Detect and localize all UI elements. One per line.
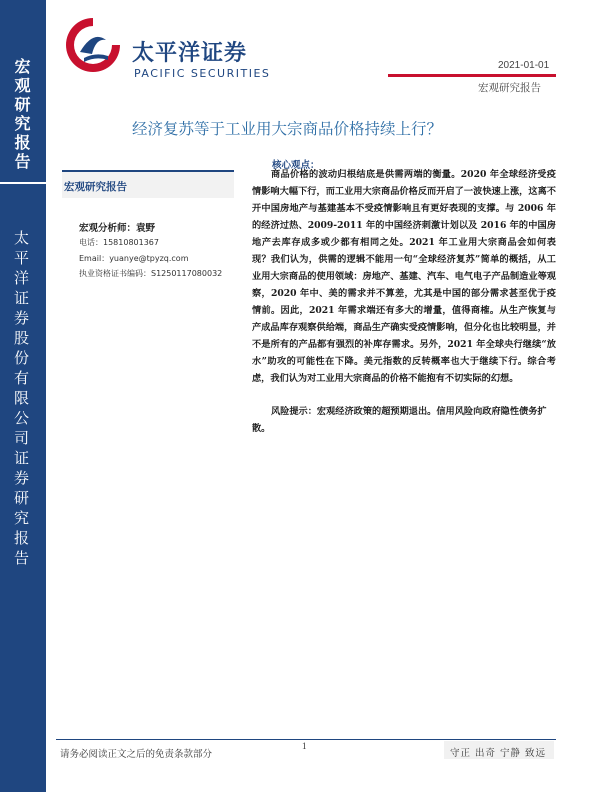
header-red-rule [388,74,556,77]
core-view-label: 核心观点： [272,160,320,171]
page-number: 1 [302,741,307,751]
sidebar-divider [0,182,46,184]
company-motto: 守正 出奇 宁静 致远 [450,748,547,759]
left-panel-header-label: 宏观研究报告 [64,181,127,193]
left-panel-header [62,170,234,198]
sidebar-report-type: 宏观研究报告 [12,58,31,172]
analyst-email: Email：yuanye@tpyzq.com [79,254,189,263]
analyst-phone: 电话：15810801367 [79,238,159,247]
sidebar-company-label: 太平洋证券股份有限公司证券研究报告 [12,230,30,570]
core-view-body [252,166,556,387]
analyst-name: 宏观分析师：袁野 [79,223,156,234]
footer-rule [56,739,556,740]
report-title: 经济复苏等于工业用大宗商品价格持续上行？ [132,120,443,138]
pacific-securities-logo-icon [62,14,124,76]
report-type: 宏观研究报告 [478,82,541,94]
company-name-cn: 太平洋证券 [132,41,248,66]
report-date: 2021-01-01 [498,60,550,71]
risk-warning [252,403,556,437]
analyst-license: 执业资格证书编码：S1250117080032 [79,269,223,278]
risk-warning-text: 风险提示：宏观经济政策的超预期退出。信用风险向政府隐性债务扩散。 [252,406,547,434]
company-name-en: PACIFIC SECURITIES [134,67,271,80]
footer-disclaimer: 请务必阅读正文之后的免责条款部分 [60,749,213,760]
core-view-paragraph: 商品价格的波动归根结底是供需两端的衡量。2020 年全球经济受疫情影响大幅下行，而工业用大宗商品价格反而开启了一波快速上涨，这离不开中国房地产与基建基本不受疫情影响且有更好表现的支撑。与 2006 年的经济过热、2009-2011 年的中国经济刺激计划以及 2016 年的中国房地产去库存成多或少都有相同之处。2021 年工业用大宗商品会如何表现？我们认为，供需的逻辑不能用一句“全球经济复苏”简单的概括，从工业用大宗商品的使用领域：房地产、基建、汽车、电气电子产品制造业等观察，2020 年中、美的需求并不算差，尤其是中国的部分需求甚至优于疫情前。因此，2021 年需求端还有多大的增量，值得商榷。从生产恢复与产成品库存观察供给端，商品生产确实受疫情影响，但分化也比较明显，并不是所有的产品都有强烈的补库存需求。另外，2021 年全球央行继续“放水”助攻的可能性在下降。美元指数的反转概率也大于继续下行。综合考虑，我们认为对工业用大宗商品的价格不能抱有不切实际的幻想。 [252,169,556,384]
